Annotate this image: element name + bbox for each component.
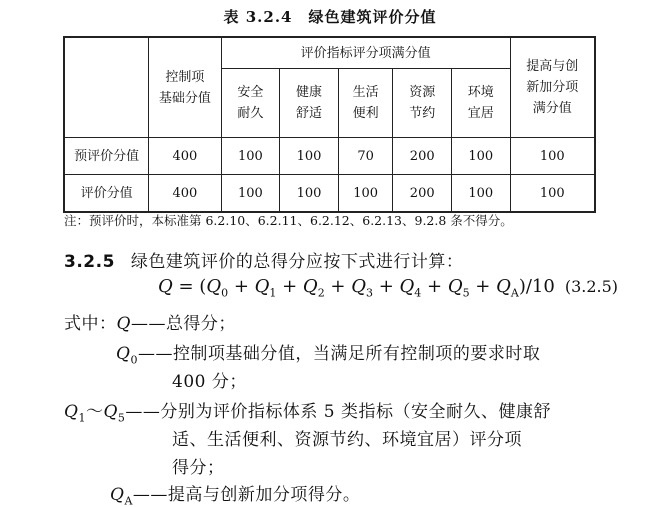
definition-q15-line2: 适、生活便利、资源节约、环境宜居）评分项	[172, 430, 522, 450]
symbol-q1: Q	[64, 402, 79, 422]
definition-dash: ——	[125, 402, 161, 422]
symbol-q5: Q	[103, 402, 118, 422]
table-row	[64, 138, 595, 175]
definition-qa	[110, 480, 360, 507]
definition-qa-text: 提高与创新加分项得分。	[167, 485, 361, 505]
table-cell: 400	[149, 138, 221, 175]
table-caption: 表 3.2.4 绿色建筑评价分值	[223, 8, 437, 26]
table-cell: 100	[510, 175, 595, 213]
symbol-subscript: 5	[117, 411, 126, 425]
table-cell: 200	[393, 175, 452, 213]
definition-q1-q5	[64, 397, 551, 424]
table-cell: 100	[221, 138, 280, 175]
header-control-score: 控制项 基础分值	[149, 37, 221, 138]
indicator-convenience: 生活 便利	[338, 69, 393, 138]
table-cell: 200	[393, 138, 452, 175]
symbol-qa: Q	[110, 485, 125, 505]
header-indicators: 评价指标评分项满分值	[221, 37, 510, 69]
definition-q15-line1: 分别为评价指标体系 5 类指标（安全耐久、健康舒	[160, 402, 551, 422]
table-cell: 100	[280, 138, 339, 175]
section-heading	[64, 247, 463, 272]
definition-q	[64, 309, 236, 334]
symbol-q: Q	[116, 314, 131, 334]
definition-q-text: 总得分；	[165, 314, 236, 334]
table-cell: 70	[338, 138, 393, 175]
symbol-subscript: 1	[78, 411, 86, 425]
range-tilde: ～	[85, 402, 104, 422]
equation-number: (3.2.5)	[564, 277, 619, 296]
table-cell: 100	[221, 175, 280, 213]
definition-q0	[116, 339, 540, 366]
row-label: 评价分值	[64, 175, 149, 213]
definition-dash: ——	[130, 314, 166, 334]
indicator-environment: 环境 宜居	[452, 69, 511, 138]
row-label: 预评价分值	[64, 138, 149, 175]
table-cell: 100	[452, 175, 511, 213]
definition-q0-line1: 控制项基础分值，当满足所有控制项的要求时取	[172, 344, 541, 364]
definitions-lead: 式中：	[64, 314, 117, 334]
section-number: 3.2.5	[64, 252, 115, 272]
definition-dash: ——	[132, 485, 168, 505]
table-cell: 100	[338, 175, 393, 213]
table-corner-cell	[64, 37, 149, 138]
table-cell: 400	[149, 175, 221, 213]
symbol-subscript: 0	[130, 353, 138, 367]
definition-q0-line2: 400 分；	[172, 372, 247, 392]
table-cell: 100	[510, 138, 595, 175]
indicator-safety: 安全 耐久	[221, 69, 280, 138]
indicator-resources: 资源 节约	[393, 69, 452, 138]
definition-dash: ——	[137, 344, 173, 364]
section-text: 绿色建筑评价的总得分应按下式进行计算：	[130, 252, 464, 272]
table-cell: 100	[280, 175, 339, 213]
symbol-q0: Q	[116, 344, 131, 364]
indicator-health: 健康 舒适	[280, 69, 339, 138]
header-bonus-score: 提高与创 新加分项 满分值	[510, 37, 595, 138]
equation: $Q = (Q_0 + Q_1 + Q_2 + Q_3 + Q_4 + Q_5 + Q_A)/10$ (3.2.5)	[158, 276, 619, 300]
table-note: 注：预评价时，本标准第 6.2.10、6.2.11、6.2.12、6.2.13、9.2.8 条不得分。	[64, 213, 513, 228]
symbol-subscript: A	[124, 494, 133, 507]
score-table	[63, 36, 596, 213]
table-header-row	[64, 37, 595, 69]
definition-q15-line3: 得分；	[172, 458, 225, 478]
table-cell: 100	[452, 138, 511, 175]
table-row	[64, 175, 595, 213]
